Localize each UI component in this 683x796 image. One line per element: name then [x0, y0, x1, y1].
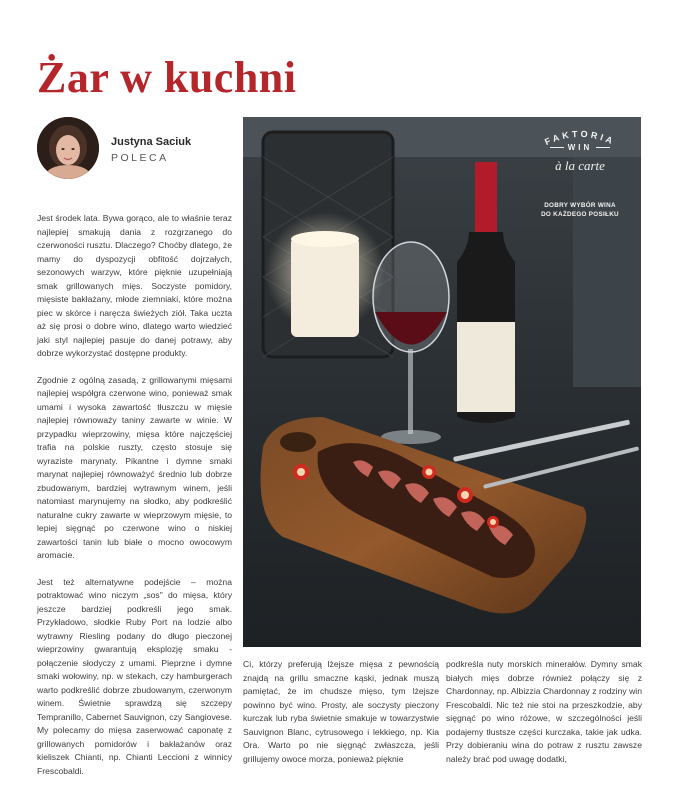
faktoria-win-badge: [520, 120, 640, 235]
author-name: Justyna Saciuk: [111, 136, 192, 148]
paragraph: Ci, którzy preferują lżejsze mięsa z pewnością znajdą na grillu smaczne kąski, jednak muszą pamiętać, że im chudsze mięso, tym lżejsze powinno być wino. Prosty, ale soczysty pieczony kurczak lub ryba świetnie smakuje w towarzystwie Sauvignon Blanc, cytrusowego i lekkiego, np. Kia Ora. Warto po nie sięgnąć zwłaszcza, jeśli grillujemy owoce morza, ponieważ pięknie: [243, 659, 439, 764]
paragraph: Zgodnie z ogólną zasadą, z grillowanymi mięsami najlepiej współgra czerwone wino, ponieważ smak umami i wysoka zawartość tłuszczu w mięsie najlepiej równoważy taniny zawarte w winie. W przypadku wieprzowiny, mięsa które najczęściej trafia na polskie ruszty, często stosuje się wyraziste marynaty. Pikantne i dymne smaki marynat najlepiej równoważyć średnio lub dobrze zbudowanym, bardziej wytrawnym winem, jeśli natomiast marynujemy na słodko, aby podkreślić naturalne cukry zawarte w wieprzowym mięsie, to lepiej sięgnąć po czerwone wino o niskiej zawartości tanin lub białe o mocno owocowym aromacie.: [37, 374, 232, 560]
badge-alacarte: à la carte: [555, 158, 605, 173]
author-avatar: [37, 117, 99, 179]
article-title: Żar w kuchni: [37, 53, 297, 102]
badge-tagline-2: DO KAŻDEGO POSIŁKU: [541, 211, 619, 218]
paragraph: podkreśla nuty morskich minerałów. Dymny smak białych mięs dobrze również połączy się z Chardonnay, np. Albizzia Chardonnay z rodziny win Frescobaldi. Nic też nie stoi na przeszkodzie, aby sięgnąć po wino różowe, w szczególności jeśli podajemy tłustsze części kurczaka, takie jak udka. Przy dobieraniu wina do potraw z rusztu zawsze należy brać pod uwagę dodatki,: [446, 659, 642, 764]
badge-faktoria: FAKTORIA: [543, 128, 617, 148]
paragraph: Jest też alternatywne podejście – można potraktować wino niczym „sos" do mięsa, który jeszcze bardziej podkreśli jego smak. Przykładowo, słodkie Ruby Port na lodzie albo wytrawny Riesling podany do długo pieczonej wieprzowiny gwarantują eksplozję smaku - połączenie słodyczy z umami. Pieprzne i dymne smaki wołowiny, np. w stekach, czy hamburgerach warto podkreślić dobrze zbudowanym, czerwonym winem. Świetnie sprawdzą się szczepy Tempranillo, Cabernet Sauvignon, czy Sangiovese. My polecamy do mięsa zaserwować caponatę z grillowanych pomidorów i bakłażanów oraz kieliszek Chianti, np. Chianti Leccioni z winnicy Frescobaldi.: [37, 576, 232, 776]
right-column: [446, 658, 642, 766]
badge-win: WIN: [520, 143, 640, 152]
left-column: [37, 212, 232, 791]
badge-tagline-1: DOBRY WYBÓR WINA: [544, 202, 616, 209]
paragraph: Jest środek lata. Bywa gorąco, ale to właśnie teraz najlepiej smakują dania z rozgrzanego do czerwoności rusztu. Dlaczego? Choćby dlatego, że mamy do dyspozycji obfitość dojrzałych, sezonowych warzyw, które pięknie uzupełniają smak grillowanych mięs. Soczyste pomidory, mięsiste bakłażany, młode ziemniaki, które można piec w skórce i naręcza świeżych ziół. Taka uczta aż się prosi o dobre wino, dlatego warto wiedzieć jaki styl najlepiej pasuje do danej potrawy, aby dobrze wykorzystać dostępne produkty.: [37, 213, 232, 358]
author-role: POLECA: [111, 152, 169, 164]
middle-column: [243, 658, 439, 766]
